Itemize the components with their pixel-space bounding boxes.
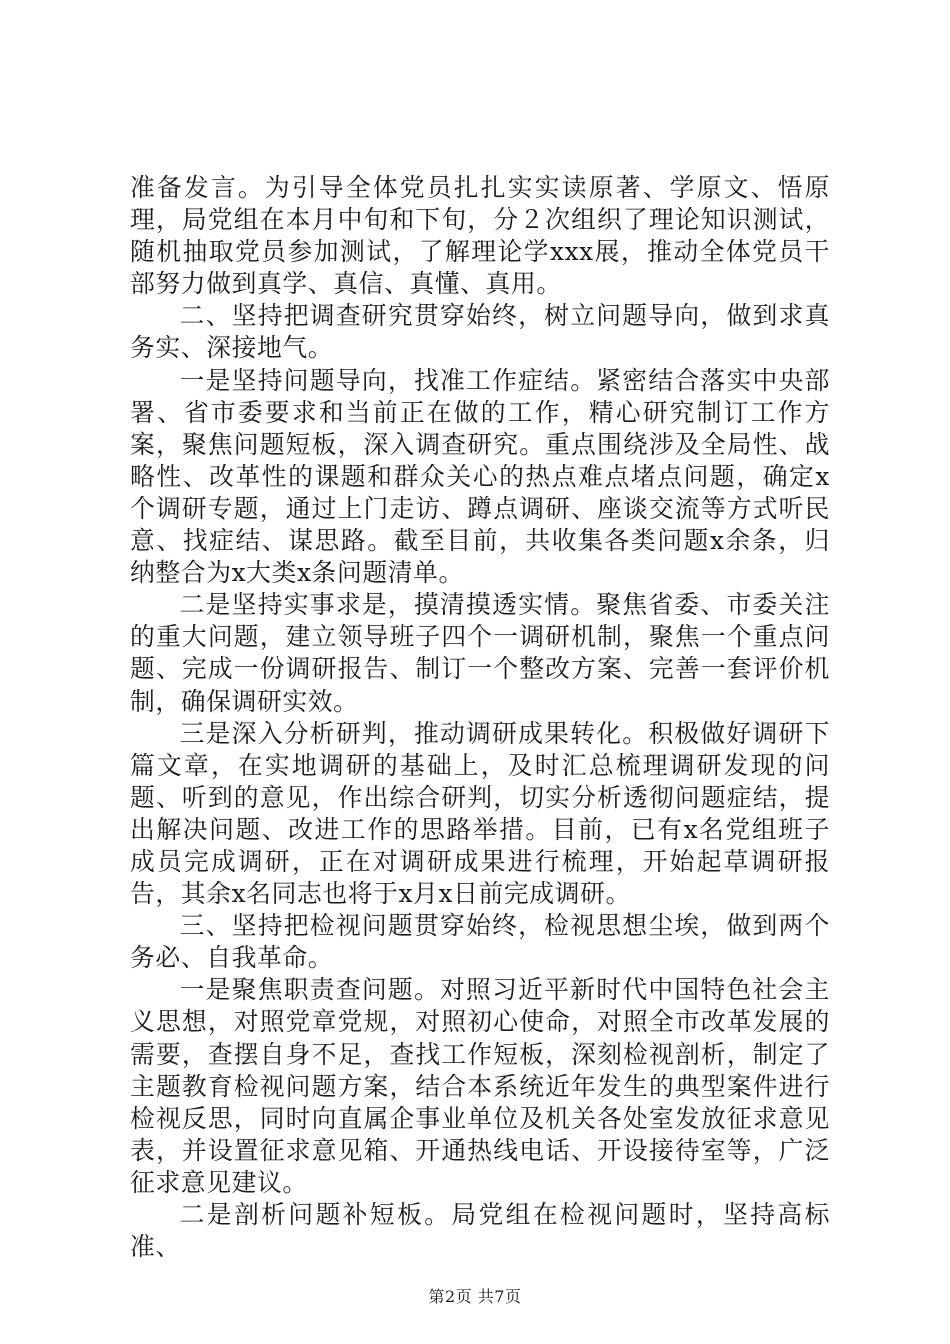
paragraph: 二是坚持实事求是，摸清摸透实情。聚焦省委、市委关注的重大问题，建立领导班子四个一调研机制，聚焦一个重点问题、完成一份调研报告、制订一个整改方案、完善一套评价机制，确保调研实效。 [130,590,830,716]
section-heading: 三、坚持把检视问题贯穿始终，检视思想尘埃，做到两个务必、自我革命。 [130,911,830,973]
page-footer: 第2页 共7页 [428,1287,522,1306]
paragraph: 三是深入分析研判，推动调研成果转化。积极做好调研下篇文章，在实地调研的基础上，及时汇总梳理调研发现的问题、听到的意见，作出综合研判，切实分析透彻问题症结，提出解决问题、改进工作的思路举措。目前，已有x名党组班子成员完成调研，正在对调研成果进行梳理，开始起草调研报告，其余x名同志也将于x月x日前完成调研。 [130,718,830,909]
document-body [130,172,830,1263]
paragraph: 准备发言。为引导全体党员扎扎实实读原著、学原文、悟原理，局党组在本月中旬和下旬，分２次组织了理论知识测试，随机抽取党员参加测试，了解理论学xxx展，推动全体党员干部努力做到真学、真信、真懂、真用。 [130,173,830,299]
section-heading: 二、坚持把调查研究贯穿始终，树立问题导向，做到求真务实、深接地气。 [130,301,830,363]
paragraph: 一是聚焦职责查问题。对照习近平新时代中国特色社会主义思想，对照党章党规，对照初心使命，对照全市改革发展的需要，查摆自身不足，查找工作短板，深刻检视剖析，制定了主题教育检视问题方案，结合本系统近年发生的典型案件进行检视反思，同时向直属企事业单位及机关各处室发放征求意见表，并设置征求意见箱、开通热线电话、开设接待室等，广泛征求意见建议。 [130,975,830,1197]
paragraph: 一是坚持问题导向，找准工作症结。紧密结合落实中央部署、省市委要求和当前正在做的工作，精心研究制订工作方案，聚焦问题短板，深入调查研究。重点围绕涉及全局性、战略性、改革性的课题和群众关心的热点难点堵点问题，确定x个调研专题，通过上门走访、蹲点调研、座谈交流等方式听民意、找症结、谋思路。截至目前，共收集各类问题x余条，归纳整合为x大类x条问题清单。 [130,365,830,588]
paragraph: 二是剖析问题补短板。局党组在检视问题时，坚持高标准、 [130,1200,830,1262]
